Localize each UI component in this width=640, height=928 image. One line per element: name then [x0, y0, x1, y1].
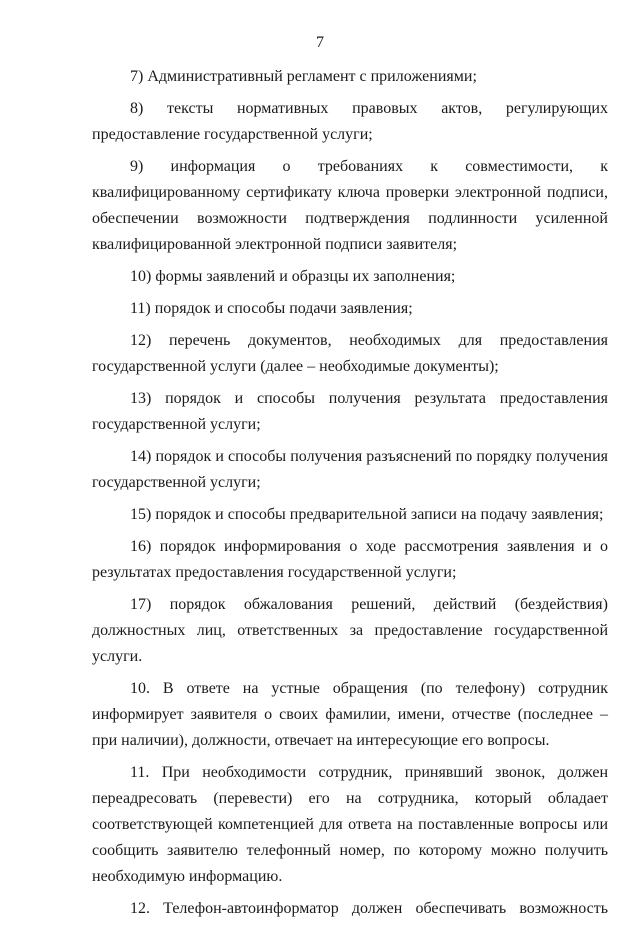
- paragraph: 13) порядок и способы получения результата предоставления государственной услуги;: [92, 390, 608, 433]
- paragraph: 10. В ответе на устные обращения (по телефону) сотрудник информирует заявителя о своих фамилии, имени, отчестве (последнее – при наличии), должности, отвечает на интересующие его вопросы.: [92, 680, 608, 749]
- page-number: 7: [316, 34, 324, 51]
- paragraph: 9) информация о требованиях к совместимости, к квалифицированному сертификату ключа проверки электронной подписи, обеспечении возможности подтверждения подлинности усиленной квалифицированной электронной подписи заявителя;: [92, 158, 608, 253]
- paragraph: 11) порядок и способы подачи заявления;: [130, 300, 413, 317]
- paragraph: 12) перечень документов, необходимых для предоставления государственной услуги (далее – необходимые документы);: [92, 332, 608, 375]
- paragraph: 7) Административный регламент с приложениями;: [130, 68, 477, 85]
- paragraph: 10) формы заявлений и образцы их заполнения;: [130, 268, 456, 285]
- paragraph: 11. При необходимости сотрудник, принявший звонок, должен переадресовать (перевести) его на сотрудника, который обладает соответствующей компетенцией для ответа на поставленные вопросы или сообщить заявителю телефонный номер, по которому можно получить необходимую информацию.: [92, 764, 608, 885]
- document-body: [92, 64, 608, 928]
- paragraph: 14) порядок и способы получения разъяснений по порядку получения государственной услуги;: [92, 448, 608, 491]
- paragraph: 12. Телефон-автоинформатор должен обеспечивать возможность: [130, 900, 608, 917]
- paragraph: 17) порядок обжалования решений, действий (бездействия) должностных лиц, ответственных за предоставление государственной услуги.: [92, 596, 608, 665]
- paragraph: 15) порядок и способы предварительной записи на подачу заявления;: [130, 506, 604, 523]
- paragraph: 16) порядок информирования о ходе рассмотрения заявления и о результатах предоставления государственной услуги;: [92, 538, 608, 581]
- paragraph: 8) тексты нормативных правовых актов, регулирующих предоставление государственной услуги;: [92, 100, 608, 143]
